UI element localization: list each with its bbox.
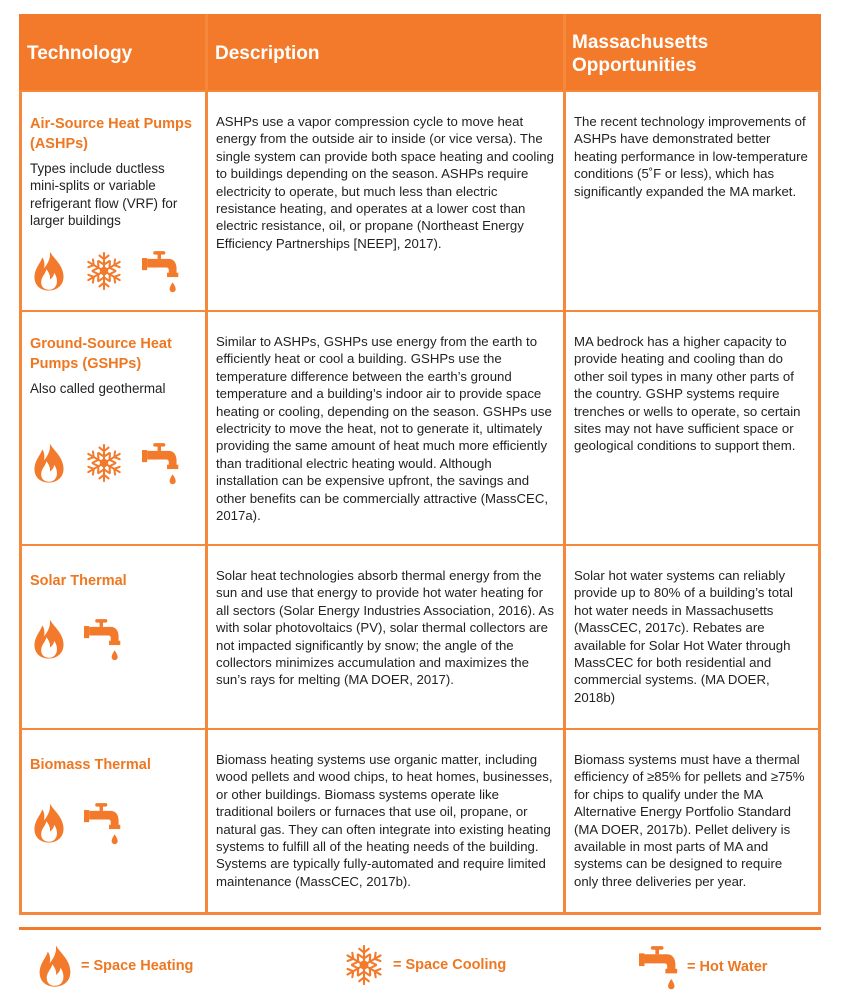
technology-note: Also called geothermal [30,381,166,396]
technology-table [19,14,821,915]
header-description [208,14,563,90]
legend-hot-water [639,944,767,990]
header-technology-label: Technology [27,43,133,64]
row-biomass-technology [22,730,205,912]
technology-name: Biomass Thermal [30,757,151,773]
legend-space-heating [37,944,193,988]
legend-label: = Space Heating [81,958,194,974]
flame-icon [32,250,66,292]
snowflake-icon [84,443,124,483]
flame-icon [32,618,66,660]
header-opportunities-label: Massachusetts Opportunities [572,32,709,76]
technology-note: Types include ductless mini-splits or variable refrigerant flow (VRF) for larger buildings [30,161,178,229]
row-solar-opportunities: Solar hot water systems can reliably provide up to 80% of a building’s total hot water needs in Massachusetts (MassCEC, 2017c). Rebates are available for Solar Hot Water through MassCEC for both residential and commercial systems. (MA DOER, 2018b) [566,546,818,728]
benefit-icons [32,248,180,294]
snowflake-icon [84,251,124,291]
legend-space-cooling [343,944,506,986]
faucet-icon [142,248,180,294]
faucet-icon [84,616,122,662]
row-gshp-opportunities: MA bedrock has a higher capacity to provide heating and cooling than do other soil types in many other parts of the country. GSHP systems require trenches or wells to operate, so certain sites may not have sufficient space or geological conditions to support them. [566,312,818,544]
row-solar-technology [22,546,205,728]
technology-name: Solar Thermal [30,573,127,589]
legend-label: = Space Cooling [393,957,507,973]
row-ashp-technology [22,92,205,310]
header-description-label: Description [215,43,320,64]
benefit-icons [32,800,122,846]
flame-icon [37,944,73,988]
benefit-icons [32,440,180,486]
technology-name: Ground-Source Heat Pumps (GSHPs) [30,336,172,372]
snowflake-icon [343,944,385,986]
row-gshp-technology [22,312,205,544]
faucet-icon [639,944,679,990]
technology-name: Air-Source Heat Pumps (ASHPs) [30,116,192,152]
flame-icon [32,802,66,844]
row-gshp-description: Similar to ASHPs, GSHPs use energy from the earth to efficiently heat or cool a building. GSHPs use the temperature difference between the earth’s ground temperature and a building’s indoor air to provide space heating or cooling, depending on the season. GSHPs use electricity to move the heat, not to generate it, ultimately providing the same amount of heat much more efficiently than traditional electric heating would. Although installation can be expensive upfront, the savings and other benefits can be commercially attractive (MassCEC, 2017a). [208,312,563,544]
faucet-icon [84,800,122,846]
row-ashp-description: ASHPs use a vapor compression cycle to move heat energy from the outside air to inside (or vice versa). The single system can provide both space heating and cooling to buildings depending on the season. ASHPs require electricity to operate, but much less than electric resistance heating, and operates at a lower cost than electric resistance, oil, or propane (Northeast Energy Efficiency Partnerships [NEEP], 2017). [208,92,563,310]
header-opportunities [566,14,821,90]
benefit-icons [32,616,122,662]
row-biomass-opportunities: Biomass systems must have a thermal efficiency of ≥85% for pellets and ≥75% for chips to qualify under the MA Alternative Energy Portfolio Standard (MA DOER, 2017b). Pellet delivery is available in most parts of MA and systems can be designed to require only three deliveries per year. [566,730,818,912]
faucet-icon [142,440,180,486]
icon-legend [19,927,821,1000]
flame-icon [32,442,66,484]
legend-label: = Hot Water [687,959,768,975]
row-biomass-description: Biomass heating systems use organic matter, including wood pellets and wood chips, to heat homes, businesses, or other buildings. Biomass systems operate like traditional boilers or furnaces that use oil, propane, or natural gas. They can often integrate into existing heating systems to fulfill all of the heating needs of the building. Systems are typically fully-automated and require limited maintenance (MassCEC, 2017b). [208,730,563,912]
row-solar-description: Solar heat technologies absorb thermal energy from the sun and use that energy to provide hot water heating for all sectors (Solar Energy Industries Association, 2016). As with solar photovoltaics (PV), solar thermal collectors are not impacted significantly by snow; the angle of the collectors minimizes accumulation and maximizes the sun’s rays for melting (MA DOER, 2017). [208,546,563,728]
row-ashp-opportunities: The recent technology improvements of ASHPs have demonstrated better heating performance in low-temperature conditions (5˚F or less), which has significantly expanded the MA market. [566,92,818,310]
header-technology [19,14,205,90]
